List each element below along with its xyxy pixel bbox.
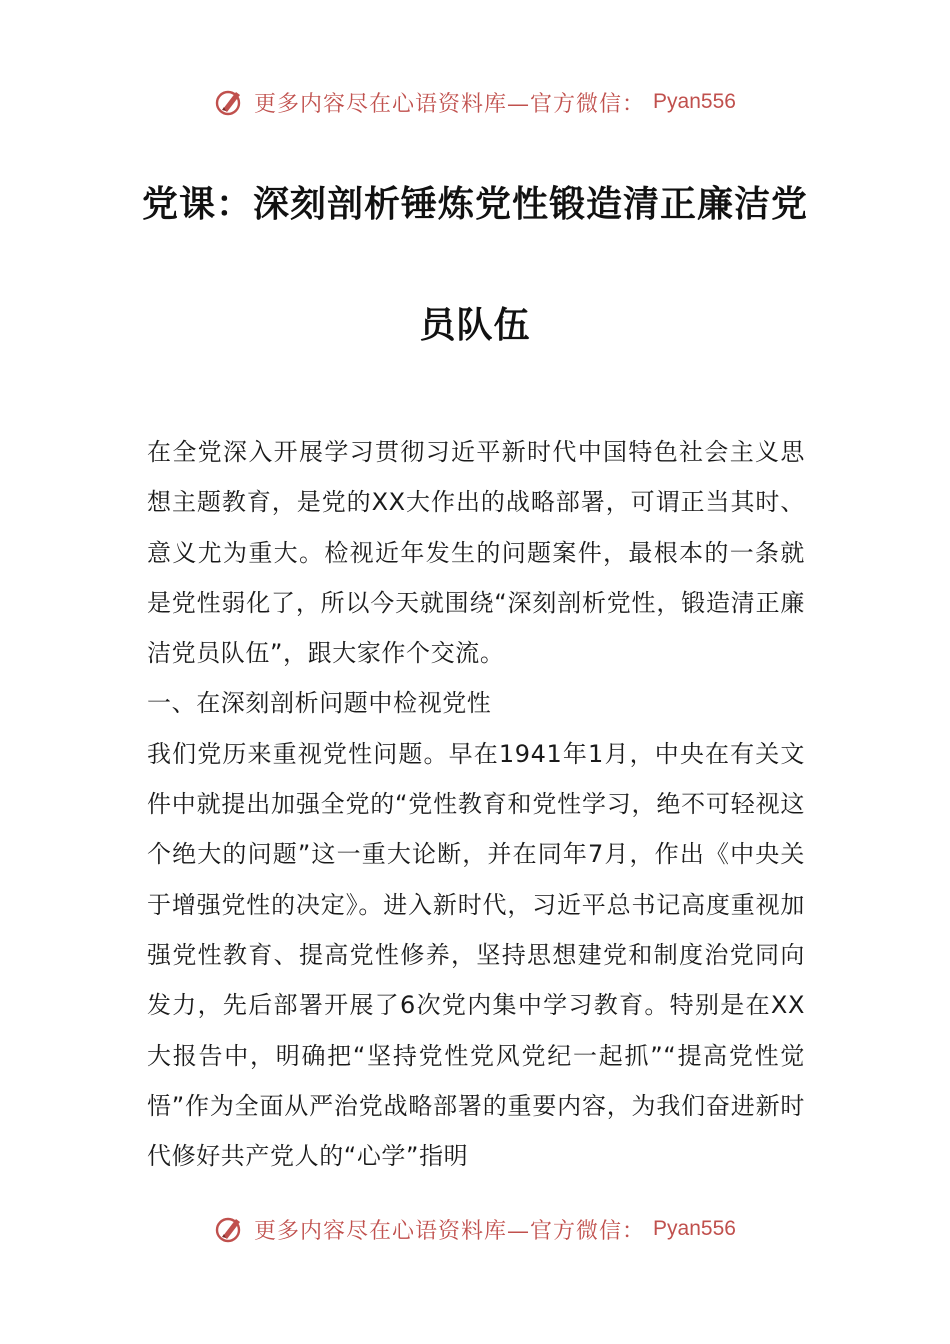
pen-nib-circle-icon bbox=[214, 1213, 246, 1245]
footer-watermark bbox=[0, 1213, 950, 1245]
body-paragraph-history: 我们党历来重视党性问题。早在1941年1月，中央在有关文件中就提出加强全党的“党性教育和党性学习，绝不可轻视这个绝大的问题”这一重大论断，并在同年7月，作出《中央关于增强党性的决定》。进入新时代，习近平总书记高度重视加强党性教育、提高党性修养，坚持思想建党和制度治党同向发力，先后部署开展了6次党内集中学习教育。特别是在XX大报告中，明确把“坚持党性党风党纪一起抓”“提高党性觉悟”作为全面从严治党战略部署的重要内容，为我们奋进新时代修好共产党人的“心学”指明 bbox=[147, 739, 805, 1171]
body-paragraph-intro: 在全党深入开展学习贯彻习近平新时代中国特色社会主义思想主题教育，是党的XX大作出的战略部署，可谓正当其时、意义尤为重大。检视近年发生的问题案件，最根本的一条就是党性弱化了，所以今天就围绕“深刻剖析党性，锻造清正廉洁党员队伍”，跟大家作个交流。 bbox=[147, 438, 805, 668]
header-watermark bbox=[0, 86, 950, 118]
document-title-line-1: 党课：深刻剖析锤炼党性锻造清正廉洁党 bbox=[141, 183, 808, 225]
watermark-text: 更多内容尽在心语资料库—官方微信： bbox=[254, 1218, 646, 1244]
watermark-wechat-id: Pyan556 bbox=[653, 90, 736, 113]
watermark-wechat-id: Pyan556 bbox=[653, 1217, 736, 1240]
document-body bbox=[147, 427, 805, 1181]
watermark-text: 更多内容尽在心语资料库—官方微信： bbox=[254, 91, 646, 117]
document-title-line-2: 员队伍 bbox=[419, 304, 531, 346]
section-heading-1: 一、在深刻剖析问题中检视党性 bbox=[147, 689, 492, 718]
pen-nib-circle-icon bbox=[214, 86, 246, 118]
